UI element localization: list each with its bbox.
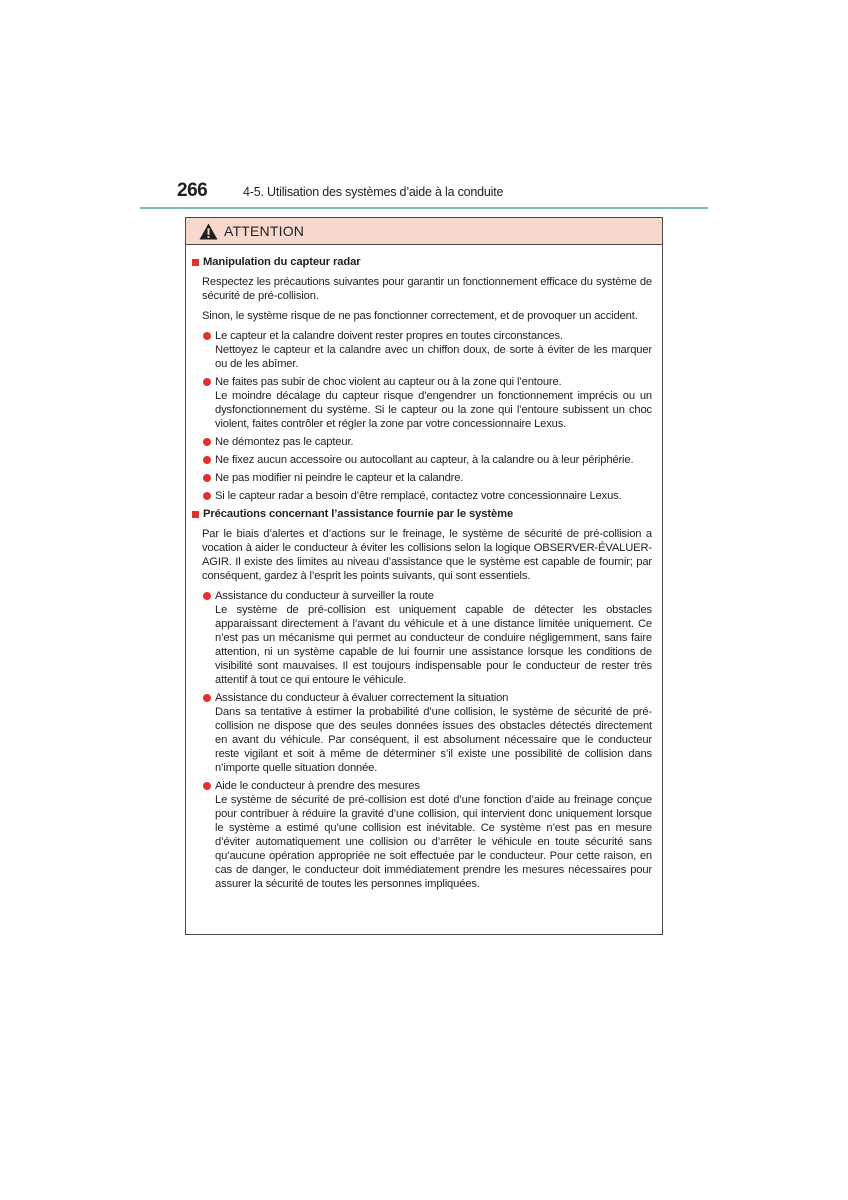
red-dot-bullet-icon xyxy=(203,456,211,464)
red-square-bullet-icon xyxy=(192,259,199,266)
header-rule xyxy=(140,207,708,209)
paragraph: Respectez les précautions suivantes pour garantir un fonctionnement efficace du système de sécurité de pré-collision. xyxy=(202,276,652,302)
red-dot-bullet-icon xyxy=(203,332,211,340)
bullet-title: Ne démontez pas le capteur. xyxy=(215,436,354,448)
attention-title: ATTENTION xyxy=(224,223,305,239)
red-dot-bullet-icon xyxy=(203,782,211,790)
red-square-bullet-icon xyxy=(192,511,199,518)
page-header xyxy=(140,178,708,208)
paragraph: Sinon, le système risque de ne pas fonctionner correctement, et de provoquer un accident. xyxy=(202,310,638,322)
bullet-text: Dans sa tentative à estimer la probabilité d’une collision, le système de sécurité de pré-collision ne dispose que des seules données issues des obstacles détectés directement en avant du véhicule. Par conséquent, il est absolument nécessaire que le conducteur reste vigilant et soit à même de déterminer s’il existe une possibilité de collision dans n’importe quelle situation donnée. xyxy=(215,706,652,774)
bullet-title: Ne fixez aucun accessoire ou autocollant au capteur, à la calandre ou à leur périphérie. xyxy=(215,454,634,466)
red-dot-bullet-icon xyxy=(203,694,211,702)
red-dot-bullet-icon xyxy=(203,378,211,386)
bullet-title: Ne faites pas subir de choc violent au capteur ou à la zone qui l’entoure. xyxy=(215,376,562,388)
bullet-title: Le capteur et la calandre doivent rester propres en toutes circonstances. xyxy=(215,330,563,342)
bullet-item xyxy=(202,329,652,371)
bullet-title: Aide le conducteur à prendre des mesures xyxy=(215,780,420,792)
bullet-item xyxy=(202,453,652,467)
bullet-item xyxy=(202,471,652,485)
red-dot-bullet-icon xyxy=(203,474,211,482)
bullet-text: Le système de pré-collision est uniquement capable de détecter les obstacles apparaissant directement à l’avant du véhicule et à une distance limitée uniquement. Ce n’est pas un mécanisme qui permet au conducteur de conduire négligemment, sans faire attention, ni un système capable de lui fournir une assistance lorsque les conditions de visibilité sont mauvaises. Il est toujours indispensable pour le conducteur de rester très attentif à tout ce qui entoure le véhicule. xyxy=(215,604,652,686)
bullet-item xyxy=(202,375,652,431)
attention-header xyxy=(186,218,662,245)
paragraph: Par le biais d’alertes et d’actions sur le freinage, le système de sécurité de pré-collision a vocation à aider le conducteur à éviter les collisions selon la logique OBSERVER-ÉVALUER-AGIR. Il existe des limites au niveau d’assistance que le système est capable de fournir; par conséquent, gardez à l’esprit les points suivants, qui sont essentiels. xyxy=(202,528,652,582)
attention-content xyxy=(186,255,662,895)
bullet-text: Le moindre décalage du capteur risque d’engendrer un fonctionnement imprécis ou un dysfonctionnement du système. Si le capteur ou la zone qui l’entoure subissent un choc violent, faites contrôler et régler la zone par votre concessionnaire Lexus. xyxy=(215,390,652,430)
section-heading-text: Précautions concernant l’assistance fournie par le système xyxy=(203,508,514,520)
red-dot-bullet-icon xyxy=(203,438,211,446)
bullet-title: Assistance du conducteur à surveiller la route xyxy=(215,590,434,602)
red-dot-bullet-icon xyxy=(203,592,211,600)
section-title: 4-5. Utilisation des systèmes d’aide à la conduite xyxy=(243,185,504,199)
bullet-title: Ne pas modifier ni peindre le capteur et la calandre. xyxy=(215,472,464,484)
bullet-item xyxy=(202,779,652,891)
bullet-text: Nettoyez le capteur et la calandre avec un chiffon doux, de sorte à éviter de les marquer ou de les abîmer. xyxy=(215,344,652,370)
bullet-text: Le système de sécurité de pré-collision est doté d’une fonction d’aide au freinage conçue pour contribuer à réduire la gravité d’une collision, qui intervient donc uniquement lorsque le système a estimé qu’une collision est inévitable. Ce système n’est pas en mesure d’éviter automatiquement une collision ou d’arrêter le véhicule en toute sécurité sans qu’aucune opération appropriée ne soit effectuée par le conducteur. Pour cette raison, en cas de danger, le conducteur doit immédiatement prendre les mesures nécessaires pour assurer la sécurité de toutes les personnes impliquées. xyxy=(215,794,652,890)
attention-box xyxy=(185,217,663,935)
section-heading xyxy=(186,507,662,521)
bullet-item xyxy=(202,489,652,503)
warning-triangle-icon xyxy=(199,223,218,240)
bullet-item xyxy=(202,589,652,687)
bullet-item xyxy=(202,435,652,449)
red-dot-bullet-icon xyxy=(203,492,211,500)
bullet-title: Si le capteur radar a besoin d’être remplacé, contactez votre concessionnaire Lexus. xyxy=(215,490,622,502)
page-number: 266 xyxy=(177,180,208,201)
section-heading xyxy=(186,255,662,269)
bullet-item xyxy=(202,691,652,775)
bullet-title: Assistance du conducteur à évaluer correctement la situation xyxy=(215,692,509,704)
section-heading-text: Manipulation du capteur radar xyxy=(203,256,361,268)
